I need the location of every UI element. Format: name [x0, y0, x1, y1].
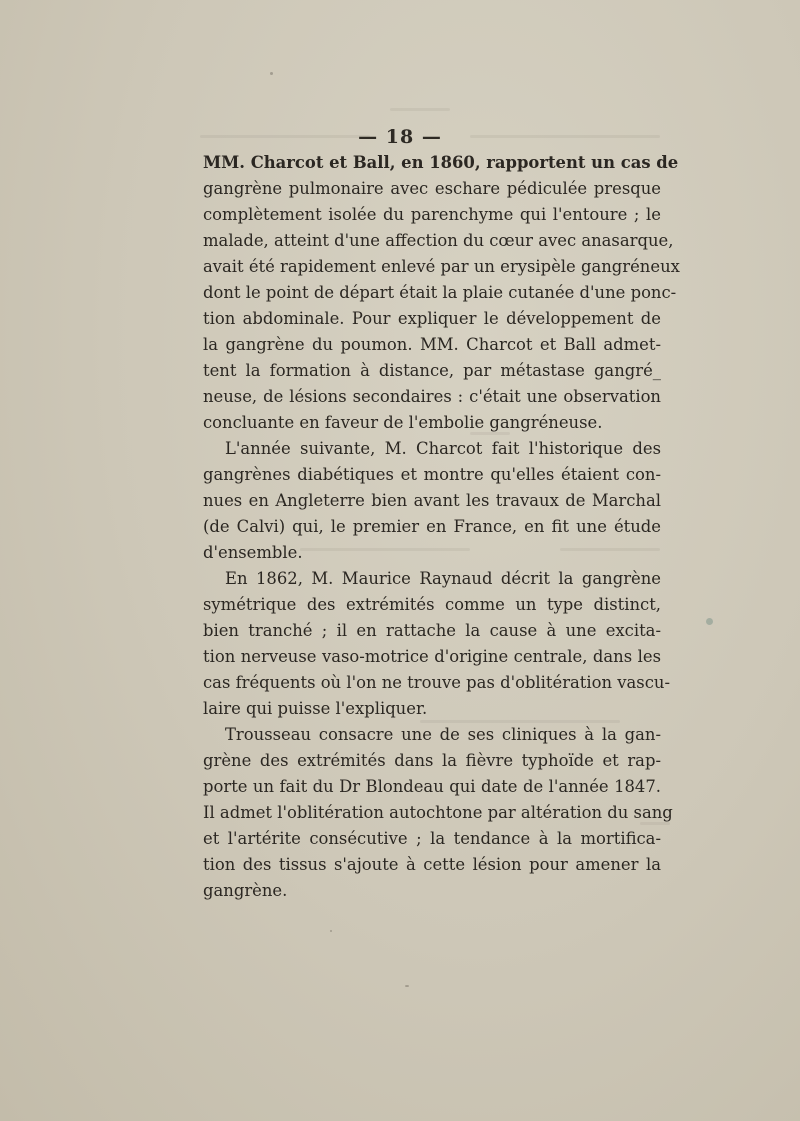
text-line: (de Calvi) qui, le premier en France, en fit une étude — [203, 517, 661, 536]
text-line: et l'artérite consécutive ; la tendance à la mortifica- — [203, 829, 661, 848]
text-line: tion des tissus s'ajoute à cette lésion pour amener la — [203, 855, 661, 874]
text-line: MM. Charcot et Ball, en 1860, rapportent un cas de — [203, 153, 679, 172]
text-line: symétrique des extrémités comme un type distinct, — [203, 595, 661, 614]
text-line: concluante en faveur de l'embolie gangréneuse. — [203, 413, 603, 432]
text-line: neuse, de lésions secondaires : c'était une observation — [203, 387, 661, 406]
text-line: avait été rapidement enlevé par un erysipèle gangréneux — [203, 257, 680, 276]
text-line: tion nerveuse vaso-motrice d'origine centrale, dans les — [203, 647, 661, 666]
paper-speck — [330, 930, 332, 932]
paper-speck — [706, 618, 713, 625]
text-line: porte un fait du Dr Blondeau qui date de l'année 1847. — [203, 777, 661, 796]
text-line: la gangrène du poumon. MM. Charcot et Ball admet- — [203, 335, 661, 354]
text-line: Il admet l'oblitération autochtone par altération du sang — [203, 803, 673, 822]
text-line: nues en Angleterre bien avant les travaux de Marchal — [203, 491, 661, 510]
text-line: laire qui puisse l'expliquer. — [203, 699, 428, 718]
text-line: grène des extrémités dans la fièvre typhoïde et rap- — [203, 751, 661, 770]
paper-speck — [405, 985, 409, 987]
text-line: complètement isolée du parenchyme qui l'entoure ; le — [203, 205, 661, 224]
text-line: gangrène pulmonaire avec eschare pédiculée presque — [203, 179, 661, 198]
text-line: malade, atteint d'une affection du cœur avec anasarque, — [203, 231, 674, 250]
text-line: tent la formation à distance, par métastase gangré_ — [203, 361, 661, 380]
body-text — [203, 150, 680, 904]
page-number: — 18 — — [358, 126, 442, 148]
text-line: cas fréquents où l'on ne trouve pas d'oblitération vascu- — [203, 673, 670, 692]
text-line: Trousseau consacre une de ses cliniques à la gan- — [225, 725, 661, 744]
text-line: bien tranché ; il en rattache la cause à une excita- — [203, 621, 661, 640]
text-line: tion abdominale. Pour expliquer le développement de — [203, 309, 661, 328]
text-line: L'année suivante, M. Charcot fait l'historique des — [225, 439, 661, 458]
text-line: gangrènes diabétiques et montre qu'elles étaient con- — [203, 465, 661, 484]
text-line: En 1862, M. Maurice Raynaud décrit la gangrène — [225, 569, 661, 588]
paper-speck — [270, 72, 273, 75]
text-line: gangrène. — [203, 881, 288, 900]
text-line: d'ensemble. — [203, 543, 303, 562]
text-line: dont le point de départ était la plaie cutanée d'une ponc- — [203, 283, 677, 302]
